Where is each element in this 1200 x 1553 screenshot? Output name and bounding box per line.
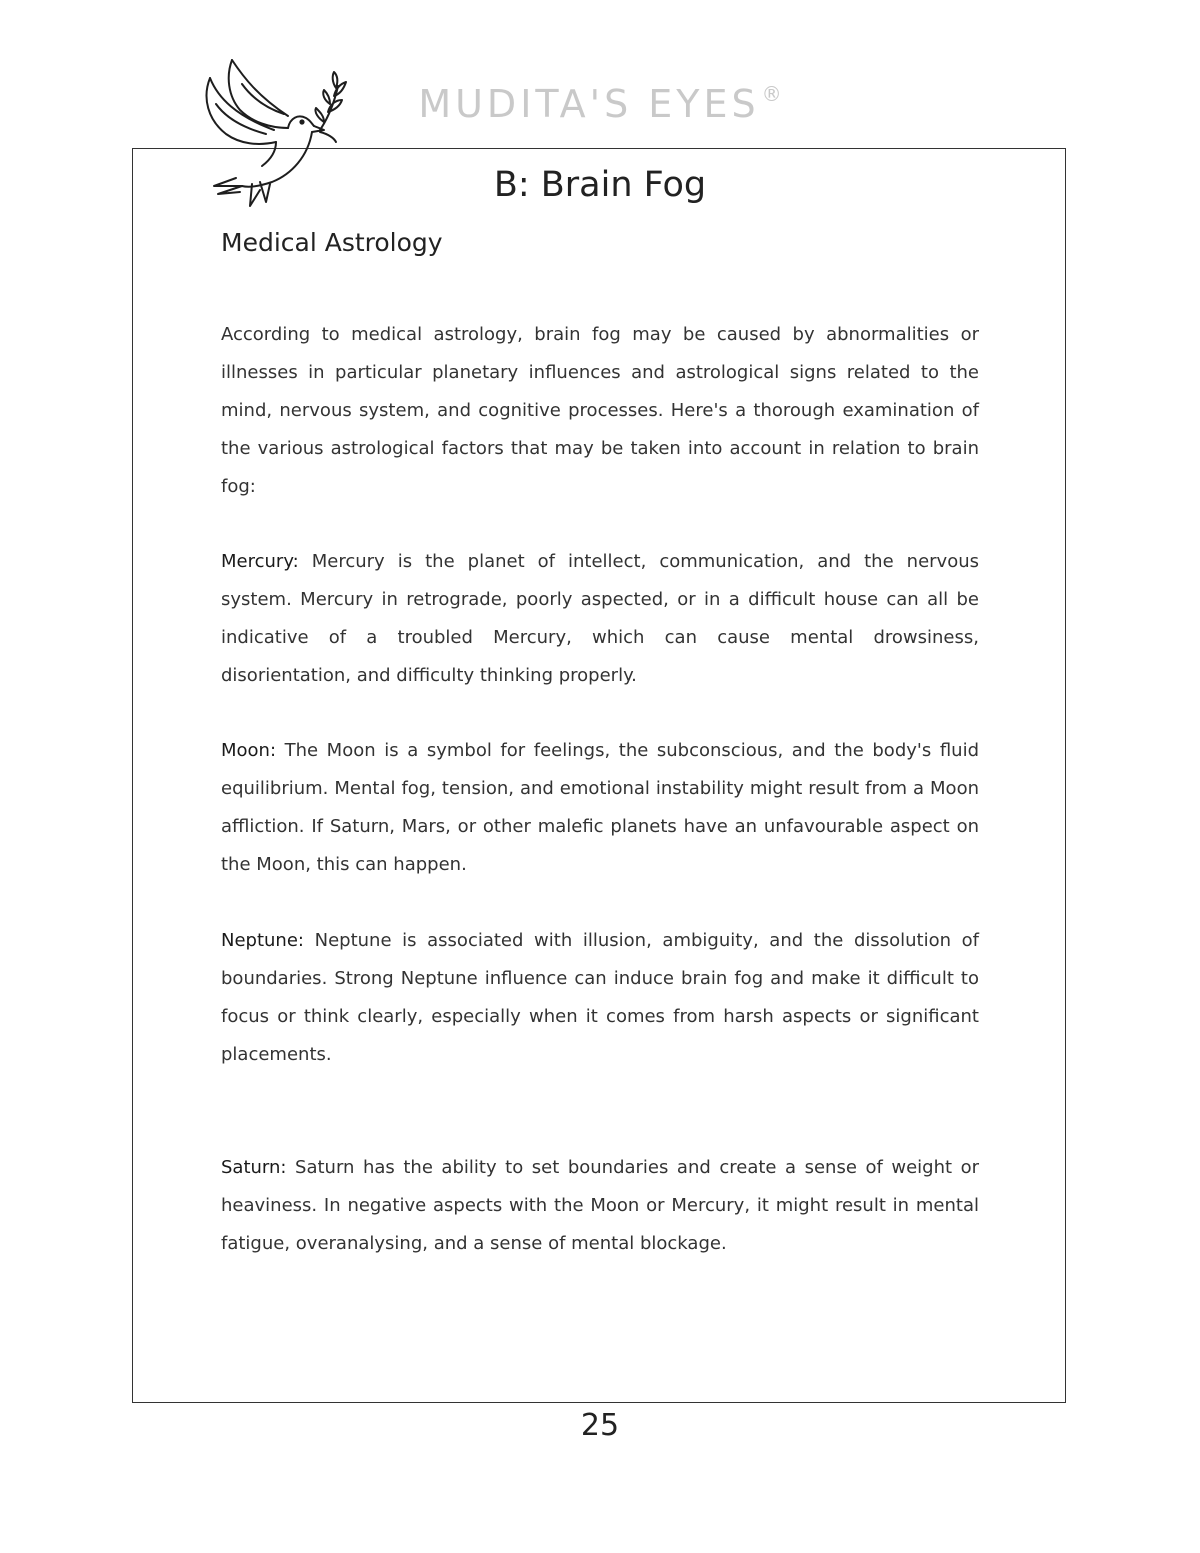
page-number: 25 bbox=[580, 1408, 620, 1443]
brand-title bbox=[0, 70, 1200, 128]
neptune-paragraph bbox=[221, 922, 979, 1074]
saturn-text: Saturn has the ability to set boundaries and create a sense of weight or heaviness. In negative aspects with the Moon or Mercury, it might result in mental fatigue, overanalysing, and a sense of mental blockage. bbox=[221, 1157, 979, 1254]
page-title: B: Brain Fog bbox=[493, 165, 707, 205]
saturn-paragraph bbox=[221, 1149, 979, 1263]
saturn-term: Saturn: bbox=[221, 1157, 287, 1178]
neptune-text: Neptune is associated with illusion, ambiguity, and the dissolution of boundaries. Strong Neptune influence can induce brain fog and make it difficult to focus or think clearly, especially when it comes from harsh aspects or significant placements. bbox=[221, 930, 979, 1065]
moon-paragraph bbox=[221, 732, 979, 884]
moon-text: The Moon is a symbol for feelings, the subconscious, and the body's fluid equilibrium. Mental fog, tension, and emotional instability might result from a Moon affliction. If Saturn, Mars, or other malefic planets have an unfavourable aspect on the Moon, this can happen. bbox=[221, 740, 979, 875]
intro-paragraph: According to medical astrology, brain fog may be caused by abnormalities or illnesses in particular planetary influences and astrological signs related to the mind, nervous system, and cognitive processes. Here's a thorough examination of the various astrological factors that may be taken into account in relation to brain fog: bbox=[221, 324, 979, 497]
mercury-term: Mercury: bbox=[221, 551, 299, 572]
mercury-paragraph bbox=[221, 543, 979, 695]
moon-term: Moon: bbox=[221, 740, 277, 761]
registered-mark: ® bbox=[761, 82, 782, 106]
mercury-text: Mercury is the planet of intellect, communication, and the nervous system. Mercury in retrograde, poorly aspected, or in a difficult house can all be indicative of a troubled Mercury, which can cause mental drowsiness, disorientation, and difficulty thinking properly. bbox=[221, 551, 979, 686]
brand-name: MUDITA'S EYES bbox=[418, 82, 760, 126]
neptune-term: Neptune: bbox=[221, 930, 304, 951]
section-heading: Medical Astrology bbox=[221, 228, 443, 257]
